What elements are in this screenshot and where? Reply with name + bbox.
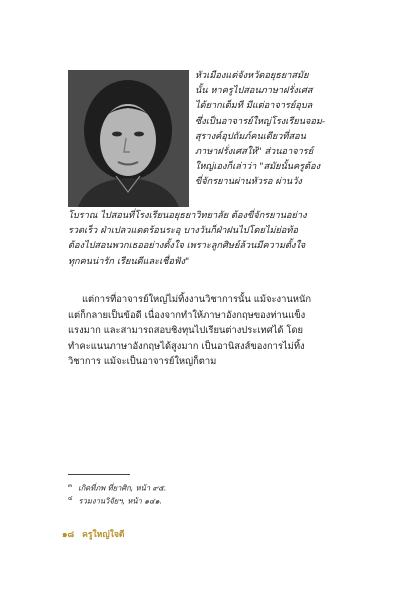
page-footer [62,527,124,541]
text-line: ทำคะแนนภาษาอังกฤษได้สูงมาก เป็นอานิสงส์ของการไม่ทิ้ง [68,340,305,352]
quote-continuation [68,208,348,269]
portrait-photo [68,70,189,207]
text-line: แต่ก็กลายเป็นข้อดี เนื่องจากทำให้ภาษาอังกฤษของท่านแข็ง [68,309,306,321]
footnote-2 [68,493,162,507]
body-paragraph [68,292,348,370]
text-line: วิชาการ แม้จะเป็นอาจารย์ใหญ่ก็ตาม [68,356,217,368]
right-column-text [195,68,345,190]
footnote-mark: ๔ [68,495,73,502]
text-line: ต้องไปสอนพวกเธออย่างตั้งใจ เพราะลูกศิษย์ล้วนมีความตั้งใจ [68,240,306,252]
text-line: ทุกคนน่ารัก เรียนดีและเชื่อฟัง" [68,255,190,267]
footnote-divider [68,474,130,475]
text-line: รวดเร็ว ฝ่าเปลวแดดร้อนระอุ บางวันก็ฝ่าฝนไปโดยไม่ย่อท้อ [68,225,298,237]
text-line: ขี่จักรยานผ่านหัวรอ ผ่านวัง [195,176,302,188]
text-line: ได้ยากเต็มที มีแต่อาจารย์อุบล [195,100,313,112]
portrait-illustration [68,70,189,207]
text-line: โบราณ ไปสอนที่โรงเรียนอยุธยาวิทยาลัย ต้องขี่จักรยานอย่าง [68,210,307,221]
text-line: ภาษาฝรั่งเศสให้" ส่วนอาจารย์ [195,146,314,158]
footnote-text: รวมงานวิจัยฯ, หน้า ๑๔๑. [78,496,162,506]
text-line: หัวเมืองแต่จังหวัดอยุธยาสมัย [195,70,309,81]
footnote-text: เกิดที่ภพ ที่ยาศิก, หน้า ๙๕. [78,483,167,493]
text-line: ซึ่งเป็นอาจารย์ใหญ่โรงเรียนจอม- [195,115,326,127]
page-number: ๑๘ [62,530,75,540]
text-line: นั้น หาครูไปสอนภาษาฝรั่งเศส [195,85,313,97]
text-line: แรงมาก และสามารถสอบชิงทุนไปเรียนต่างประเทศได้ โดย [68,325,304,337]
footnote-1 [68,480,166,494]
text-line: สุรางค์อุปถัมภ์คนเดียวที่สอน [195,130,306,142]
footnote-mark: ๓ [68,482,73,489]
running-title: ครูใหญ่ใจดี [82,530,125,540]
text-line: ใหญ่เองก็เล่าว่า "สมัยนั้นครูต้อง [195,161,321,173]
text-line: แต่การที่อาจารย์ใหญ่ไม่ทิ้งงานวิชาการนั้น แม้จะงานหนัก [82,294,312,305]
